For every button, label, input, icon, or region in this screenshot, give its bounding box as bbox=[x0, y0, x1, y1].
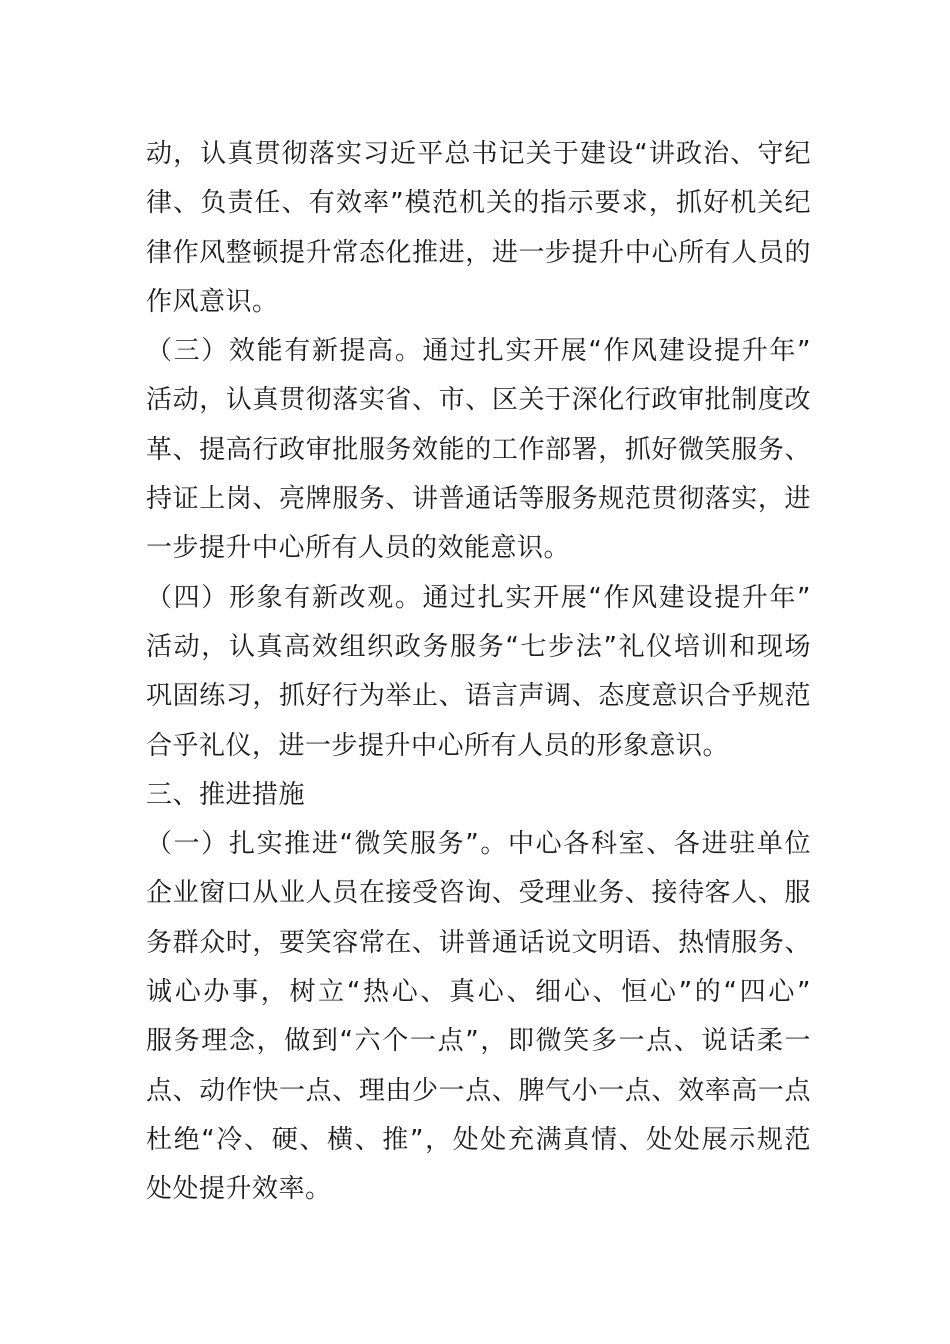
text-line: 革、提高行政审批服务效能的工作部署，抓好微笑服务、 bbox=[146, 434, 811, 465]
text-line: 务群众时，要笑容常在、讲普通话说文明语、热情服务、 bbox=[146, 927, 811, 958]
text-line: 服务理念，做到“六个一点”，即微笑多一点、说话柔一 bbox=[146, 1026, 811, 1057]
section-heading: 三、推进措施 bbox=[146, 779, 306, 810]
text-line: 活动，认真贯彻落实省、市、区关于深化行政审批制度改 bbox=[146, 385, 811, 416]
text-line: 律、负责任、有效率”模范机关的指示要求，抓好机关纪 bbox=[146, 188, 811, 219]
text-line: 巩固练习，抓好行为举止、语言声调、态度意识合乎规范 bbox=[146, 681, 811, 712]
text-line: 持证上岗、亮牌服务、讲普通话等服务规范贯彻落实，进 bbox=[146, 484, 811, 515]
text-line: 一步提升中心所有人员的效能意识。 bbox=[146, 533, 571, 564]
text-line: （三）效能有新提高。通过扎实开展“作风建设提升年” bbox=[146, 336, 811, 367]
text-line: 动，认真贯彻落实习近平总书记关于建设“讲政治、守纪 bbox=[146, 139, 811, 169]
text-line: 作风意识。 bbox=[146, 286, 279, 317]
text-line: 律作风整顿提升常态化推进，进一步提升中心所有人员的 bbox=[146, 237, 811, 268]
text-line: 杜绝“冷、硬、横、推”，处处充满真情、处处展示规范 bbox=[146, 1124, 811, 1155]
text-line: （四）形象有新改观。通过扎实开展“作风建设提升年” bbox=[146, 582, 811, 613]
text-line: 点、动作快一点、理由少一点、脾气小一点、效率高一点 bbox=[146, 1075, 811, 1106]
document-body bbox=[146, 130, 811, 1215]
text-line: 诚心办事，树立“热心、真心、细心、恒心”的“四心” bbox=[146, 977, 811, 1008]
text-line: 合乎礼仪，进一步提升中心所有人员的形象意识。 bbox=[146, 730, 730, 761]
text-line: 活动，认真高效组织政务服务“七步法”礼仪培训和现场 bbox=[146, 631, 811, 662]
text-line: （一）扎实推进“微笑服务”。中心各科室、各进驻单位 bbox=[146, 829, 811, 860]
text-line: 企业窗口从业人员在接受咨询、受理业务、接待客人、服 bbox=[146, 878, 811, 909]
text-line: 处处提升效率。 bbox=[146, 1174, 332, 1205]
